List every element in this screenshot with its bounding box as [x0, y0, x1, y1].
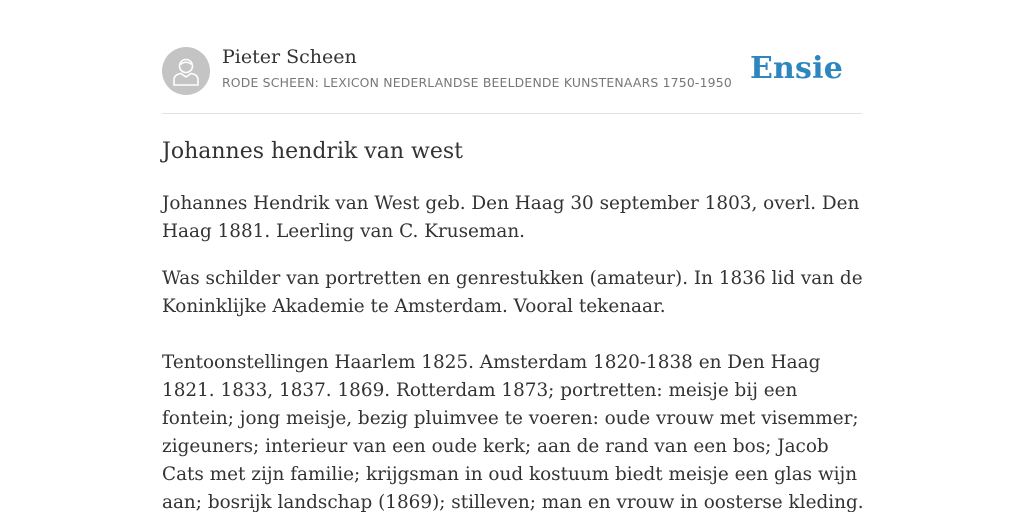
article-header: [162, 46, 862, 96]
user-icon: [172, 56, 200, 86]
article-paragraph: Johannes Hendrik van West geb. Den Haag 30 september 1803, overl. Den Haag 1881. Leerling van C. Kruseman.: [162, 193, 860, 242]
author-name[interactable]: Pieter Scheen: [222, 46, 357, 68]
article-paragraph: Tentoonstellingen Haarlem 1825. Amsterdam 1820-1838 en Den Haag 1821. 1833, 1837. 1869. Rotterdam 1873; portretten: meisje bij een fontein; jong meisje, bezig pluimvee te voeren: oude vrouw met visemmer; zigeuners; interieur van een oude kerk; aan de rand van een bos; Jacob Cats met zijn familie; krijgsman in oud kostuum biedt meisje een glas wijn aan; bosrijk landschap (1869); stilleven; man en vrouw in oosterse kleding.: [162, 352, 864, 512]
article-title: Johannes hendrik van west: [162, 139, 463, 164]
article-paragraph: Was schilder van portretten en genrestukken (amateur). In 1836 lid van de Koninklijke Akademie te Amsterdam. Vooral tekenaar.: [162, 268, 863, 317]
ensie-logo[interactable]: Ensie: [749, 51, 843, 86]
header-divider: [162, 113, 862, 114]
source-name[interactable]: RODE SCHEEN: LEXICON NEDERLANDSE BEELDENDE KUNSTENAARS 1750-1950: [222, 75, 732, 90]
avatar[interactable]: [162, 47, 210, 95]
